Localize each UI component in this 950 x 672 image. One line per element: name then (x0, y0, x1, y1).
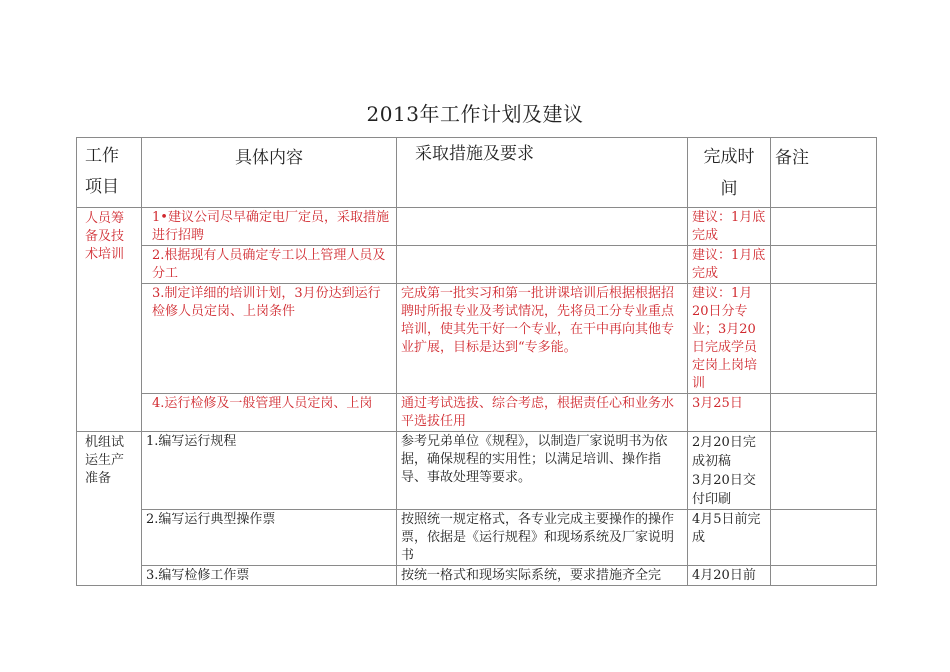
content-cell: 2.编写运行典型操作票 (142, 510, 397, 566)
note-cell (771, 510, 877, 566)
header-measures: 采取措施及要求 (397, 138, 688, 208)
time-cell: 建议：1月底完成 (688, 208, 771, 246)
header-content: 具体内容 (142, 138, 397, 208)
table-row (77, 432, 877, 510)
measures-cell (397, 208, 688, 246)
measures-cell: 参考兄弟单位《规程》，以制造厂家说明书为依据，确保规程的实用性；以满足培训、操作指导、事故处理等要求。 (397, 432, 688, 510)
content-cell: 3.编写检修工作票 (142, 566, 397, 586)
time-cell: 4月20日前 (688, 566, 771, 586)
header-work-item (77, 138, 142, 208)
table-header-row (77, 138, 877, 208)
category-personnel-training: 人员筹备及技术培训 (77, 208, 142, 432)
content-cell: 1.编写运行规程 (142, 432, 397, 510)
table-row (77, 394, 877, 432)
note-cell (771, 394, 877, 432)
note-cell (771, 208, 877, 246)
header-time-line1: 完成时 (703, 147, 755, 167)
note-cell (771, 284, 877, 394)
measures-cell: 完成第一批实习和第一批讲课培训后根据根据招聘时所报专业及考试情况，先将员工分专业重点培训，使其先干好一个专业，在干中再向其他专业扩展，目标是达到“专多能。 (397, 284, 688, 394)
table-row (77, 208, 877, 246)
table-row (77, 566, 877, 586)
header-work-item-line1: 工作 (85, 146, 119, 166)
content-cell: 1•建议公司尽早确定电厂定员，采取措施进行招聘 (142, 208, 397, 246)
note-cell (771, 566, 877, 586)
document-title: 2013年工作计划及建议 (366, 102, 584, 126)
measures-cell (397, 246, 688, 284)
table-row (77, 284, 877, 394)
header-work-item-line2: 项目 (85, 177, 119, 197)
content-cell: 3.制定详细的培训计划，3月份达到运行检修人员定岗、上岗条件 (142, 284, 397, 394)
content-cell: 4.运行检修及一般管理人员定岗、上岗 (142, 394, 397, 432)
time-cell: 4月5日前完成 (688, 510, 771, 566)
time-cell: 建议：1月底完成 (688, 246, 771, 284)
table-row (77, 246, 877, 284)
time-cell: 建议：1月20日分专业；3月20日完成学员定岗上岗培训 (688, 284, 771, 394)
measures-cell: 按统一格式和现场实际系统，要求措施齐全完 (397, 566, 688, 586)
time-line: 2月20日完成初稿 (692, 435, 756, 469)
category-commissioning-prep: 机组试运生产准备 (77, 432, 142, 586)
time-line: 3月20日交付印刷 (692, 473, 756, 507)
note-cell (771, 432, 877, 510)
measures-cell: 按照统一规定格式，各专业完成主要操作的操作票，依据是《运行规程》和现场系统及厂家说明书 (397, 510, 688, 566)
time-cell (688, 432, 771, 510)
header-note: 备注 (771, 138, 877, 208)
time-cell: 3月25日 (688, 394, 771, 432)
header-time-line2: 间 (720, 179, 738, 199)
content-cell: 2.根据现有人员确定专工以上管理人员及分工 (142, 246, 397, 284)
measures-cell: 通过考试选拔、综合考虑，根据责任心和业务水平选拔任用 (397, 394, 688, 432)
header-completion-time (688, 138, 771, 208)
work-plan-table (76, 137, 877, 586)
table-row (77, 510, 877, 566)
note-cell (771, 246, 877, 284)
